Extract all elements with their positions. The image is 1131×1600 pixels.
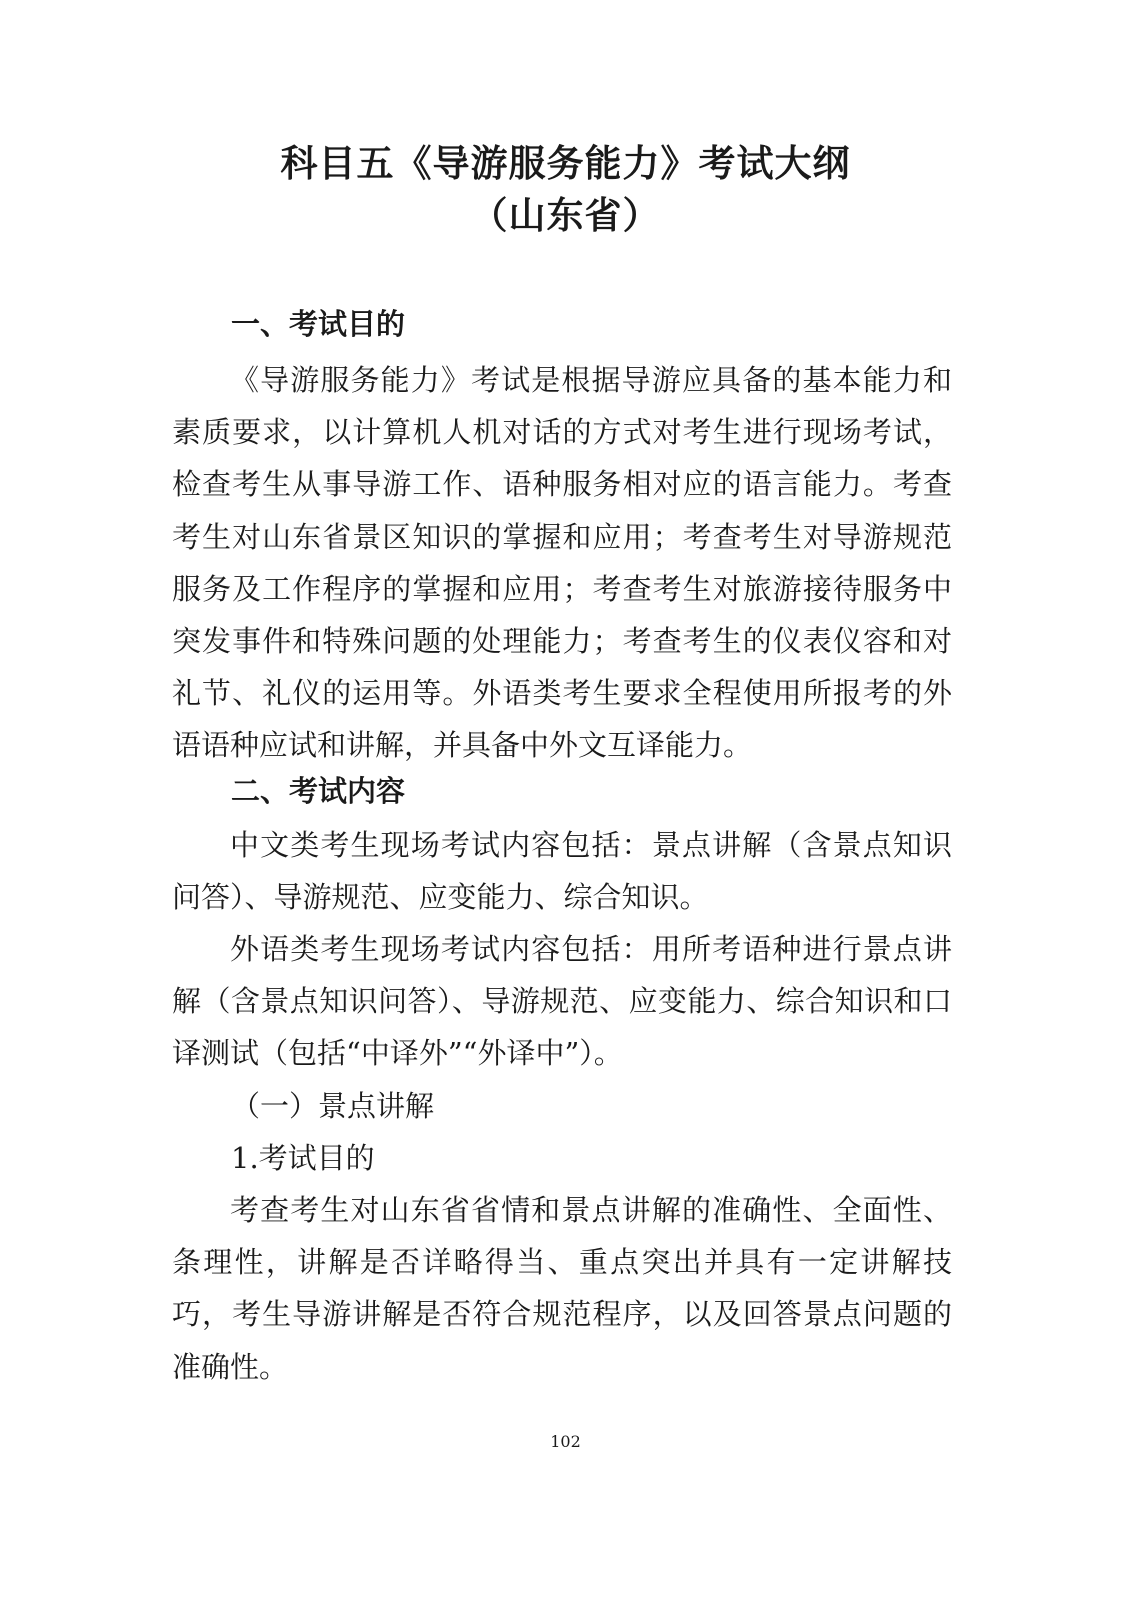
page-number: 102	[550, 1432, 581, 1451]
section-heading-exam-purpose: 一、考试目的	[231, 307, 406, 341]
paragraph-exam-purpose: 《导游服务能力》考试是根据导游应具备的基本能力和素质要求，以计算机人机对话的方式对考生进行现场考试，检查考生从事导游工作、语种服务相对应的语言能力。考查考生对山东省景区知识的掌握和应用；考查考生对导游规范服务及工作程序的掌握和应用；考查考生对旅游接待服务中突发事件和特殊问题的处理能力；考查考生的仪表仪容和对礼节、礼仪的运用等。外语类考生要求全程使用所报考的外语语种应试和讲解，并具备中外文互译能力。	[172, 363, 952, 763]
document-subtitle-province: （山东省）	[470, 193, 661, 237]
paragraph-chinese-candidates: 中文类考生现场考试内容包括：景点讲解（含景点知识问答）、导游规范、应变能力、综合知识。	[172, 828, 952, 915]
section-heading-exam-content: 二、考试内容	[231, 774, 406, 808]
item-heading-exam-purpose: 1.考试目的	[231, 1141, 375, 1175]
paragraph-foreign-language-candidates: 外语类考生现场考试内容包括：用所考语种进行景点讲解（含景点知识问答）、导游规范、应变能力、综合知识和口译测试（包括“中译外”“外译中”）。	[172, 932, 952, 1071]
subsection-heading-scenic-explanation: （一）景点讲解	[231, 1089, 435, 1123]
paragraph-scenic-explanation-purpose: 考查考生对山东省省情和景点讲解的准确性、全面性、条理性，讲解是否详略得当、重点突出并具有一定讲解技巧，考生导游讲解是否符合规范程序，以及回答景点问题的准确性。	[172, 1193, 952, 1384]
document-title: 科目五《导游服务能力》考试大纲	[280, 141, 851, 185]
